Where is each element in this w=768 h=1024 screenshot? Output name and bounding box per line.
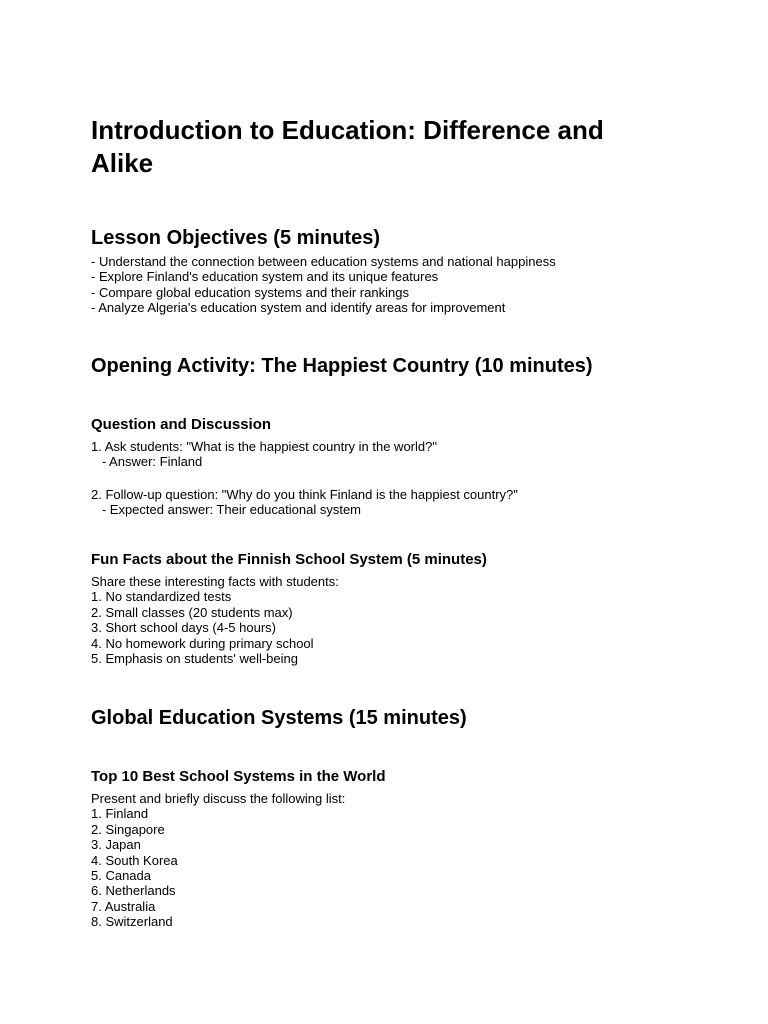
list-item: 3. Japan [91,837,141,853]
top10-heading: Top 10 Best School Systems in the World [91,768,386,785]
objectives-list [91,254,556,316]
discussion-question-2: 2. Follow-up question: "Why do you think Finland is the happiest country?" [91,487,518,502]
list-item: - Understand the connection between education systems and national happiness [91,254,556,269]
list-item: 2. Small classes (20 students max) [91,604,293,620]
list-item: 6. Netherlands [91,883,176,899]
top10-list [91,791,345,930]
opening-heading: Opening Activity: The Happiest Country (10 minutes) [91,355,593,377]
list-item: 7. Australia [91,898,156,914]
top10-intro: Present and briefly discuss the following list: [91,791,346,806]
discussion-q2-block [91,487,518,518]
global-heading: Global Education Systems (15 minutes) [91,707,467,729]
fun-facts-list [91,574,339,666]
discussion-q1-block [91,439,437,470]
list-item: 5. Emphasis on students' well-being [91,651,298,667]
discussion-answer-2: - Expected answer: Their educational system [91,502,361,518]
objectives-heading: Lesson Objectives (5 minutes) [91,227,380,249]
document-title: Introduction to Education: Difference and Alike [91,115,604,178]
list-item: - Explore Finland's education system and its unique features [91,269,439,285]
fun-facts-heading: Fun Facts about the Finnish School System (5 minutes) [91,551,487,568]
fun-facts-intro: Share these interesting facts with students: [91,574,339,589]
discussion-heading: Question and Discussion [91,416,272,433]
list-item: 3. Short school days (4-5 hours) [91,620,276,636]
list-item: 4. No homework during primary school [91,635,314,651]
list-item: 8. Switzerland [91,914,173,930]
list-item: 2. Singapore [91,821,165,837]
list-item: 1. Finland [91,806,149,822]
list-item: - Analyze Algeria's education system and identify areas for improvement [91,300,506,316]
list-item: - Compare global education systems and their rankings [91,284,409,300]
list-item: 1. No standardized tests [91,589,232,605]
list-item: 5. Canada [91,868,151,884]
discussion-question-1: 1. Ask students: "What is the happiest country in the world?" [91,439,437,454]
discussion-answer-1: - Answer: Finland [91,454,203,470]
list-item: 4. South Korea [91,852,178,868]
